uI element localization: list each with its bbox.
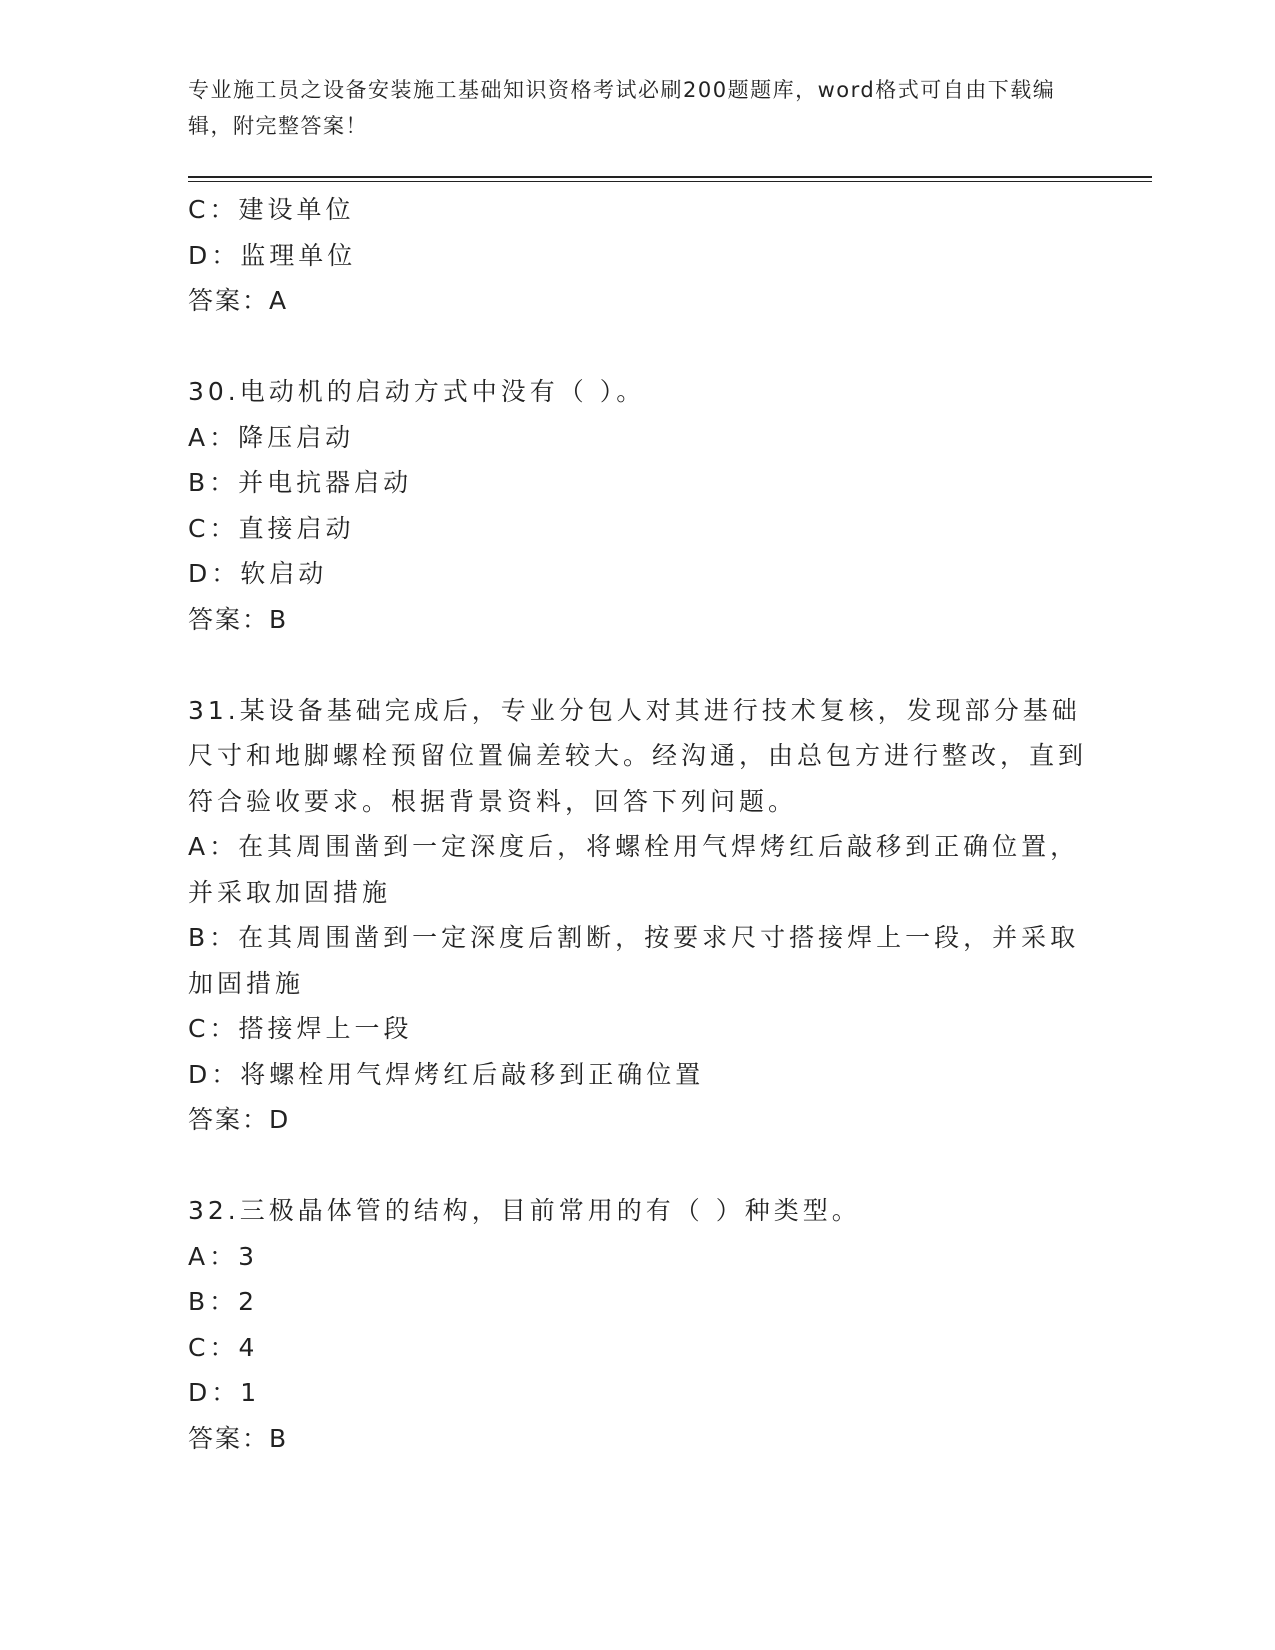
option-d: D：监理单位 bbox=[188, 240, 357, 270]
option-a: A：3 bbox=[188, 1241, 259, 1271]
answer-line: 答案：D bbox=[188, 1105, 291, 1134]
option-c: C：4 bbox=[188, 1332, 259, 1362]
question-31 bbox=[188, 688, 1088, 1143]
question-content bbox=[188, 187, 1088, 1461]
option-c: C：搭接焊上一段 bbox=[188, 1014, 413, 1043]
header-rule-thin bbox=[188, 181, 1152, 182]
question-stem: 30.电动机的启动方式中没有（ ）。 bbox=[188, 377, 646, 406]
option-a: A：在其周围凿到一定深度后，将螺栓用气焊烤红后敲移到正确位置，并采取加固措施 bbox=[188, 832, 1080, 907]
option-b: B：2 bbox=[188, 1287, 259, 1316]
option-c: C：直接启动 bbox=[188, 513, 355, 543]
question-stem: 31.某设备基础完成后，专业分包人对其进行技术复核，发现部分基础尺寸和地脚螺栓预留位置偏差较大。经沟通，由总包方进行整改，直到符合验收要求。根据背景资料，回答下列问题。 bbox=[188, 695, 1088, 816]
answer-line: 答案：B bbox=[188, 604, 289, 634]
option-d: D：软启动 bbox=[188, 559, 328, 588]
option-a: A：降压启动 bbox=[188, 422, 355, 452]
header-rule-thick bbox=[188, 176, 1152, 178]
document-header: 专业施工员之设备安装施工基础知识资格考试必刷200题题库，word格式可自由下载编辑，附完整答案！ bbox=[188, 78, 1056, 138]
option-b: B：在其周围凿到一定深度后割断，按要求尺寸搭接焊上一段，并采取加固措施 bbox=[188, 923, 1080, 998]
option-d: D：1 bbox=[188, 1378, 261, 1407]
option-d: D：将螺栓用气焊烤红后敲移到正确位置 bbox=[188, 1059, 705, 1089]
option-b: B：并电抗器启动 bbox=[188, 468, 413, 497]
spacer bbox=[188, 324, 1088, 370]
question-stem: 32.三极晶体管的结构，目前常用的有（ ）种类型。 bbox=[188, 1196, 861, 1225]
answer-line: 答案：A bbox=[188, 286, 289, 315]
spacer bbox=[188, 642, 1088, 688]
option-c: C：建设单位 bbox=[188, 195, 355, 224]
answer-line: 答案：B bbox=[188, 1423, 289, 1453]
question-32 bbox=[188, 1188, 1088, 1461]
question-30 bbox=[188, 369, 1088, 642]
question-fragment bbox=[188, 187, 1088, 324]
spacer bbox=[188, 1143, 1088, 1189]
